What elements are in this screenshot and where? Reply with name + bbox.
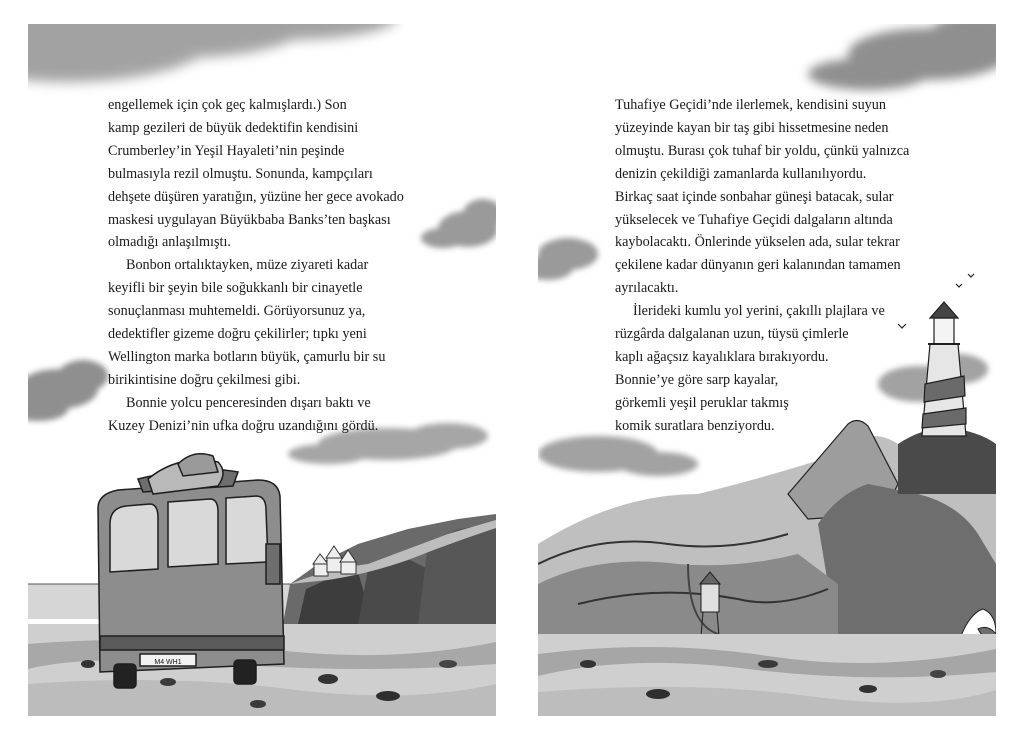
text-line: denizin çekildiği zamanlarda kullanılıyordu. [615, 165, 867, 182]
cloud-small [538, 238, 598, 280]
text-line: çekilene kadar dünyanın geri kalanından tamamen [615, 257, 901, 274]
license-plate: M4 WH1 [154, 659, 182, 666]
cloud-small [421, 199, 496, 248]
text-line: ayrılacaktı. [615, 280, 679, 297]
cloud-lower-left [28, 360, 108, 421]
text-line: sonuçlanması muhtemeldi. Görüyorsunuz ya, [108, 303, 366, 320]
right-page [538, 24, 996, 716]
text-line: Bonnie’ye göre sarp kayalar, [615, 371, 779, 388]
text-line: maskesi uygulayan Büyükbaba Banks’ten başkası [108, 211, 391, 228]
text-line: dedektifler gizeme doğru çekilirler; tıpkı yeni [108, 326, 367, 343]
text-line: birikintisine doğru çekilmesi gibi. [108, 371, 301, 388]
text-line: kaplı ağaçsız kayalıklara bırakıyordu. [615, 348, 829, 365]
text-line: dehşete düşüren yaratığın, yüzüne her gece avokado [108, 188, 404, 205]
lighthouse [922, 302, 966, 436]
text-line: görkemli yeşil peruklar takmış [615, 394, 789, 411]
text-line: İlerideki kumlu yol yerini, çakıllı plajlara ve [633, 303, 885, 320]
right-page-text [615, 94, 909, 438]
campervan [98, 454, 284, 688]
text-line: Bonnie yolcu penceresinden dışarı baktı ve [126, 394, 371, 411]
text-line: bulmasıyla rezil olmuştu. Sonunda, kampçıları [108, 165, 373, 182]
text-line: Bonbon ortalıktayken, müze ziyareti kadar [126, 257, 369, 274]
text-line: olmuştu. Burası çok tuhaf bir yoldu, çünkü yalnızca [615, 142, 910, 159]
text-line: keyifli bir şeyin bile soğukkanlı bir cinayetle [108, 280, 363, 297]
text-line: Tuhafiye Geçidi’nde ilerlemek, kendisini suyun [615, 97, 886, 113]
left-page [28, 24, 496, 716]
left-page-text [108, 94, 404, 438]
cloud-wash [808, 24, 996, 90]
cloud-wash [28, 24, 398, 82]
text-line: yüzeyinde kayan bir taş gibi hissetmesine neden [615, 119, 889, 136]
text-line: Crumberley’in Yeşil Hayaleti’nin peşinde [108, 142, 345, 159]
text-line: Kuzey Denizi’nin ufka doğru uzandığını gördü. [108, 417, 379, 434]
text-line: kaybolacaktı. Önlerinde yükselen ada, sular tekrar [615, 234, 900, 251]
text-line: olmadığı anlaşılmıştı. [108, 234, 231, 251]
text-line: rüzgârda dalgalanan uzun, tüysü çimlerle [615, 326, 849, 343]
text-line: kamp gezileri de büyük dedektifin kendisini [108, 119, 359, 136]
text-line: komik suratlara benziyordu. [615, 417, 775, 434]
text-line: Birkaç saat içinde sonbahar güneşi batacak, sular [615, 188, 894, 205]
text-line: yükselecek ve Tuhafiye Geçidi dalgaların altında [615, 211, 893, 228]
text-line: engellemek için çok geç kalmışlardı.) Son [108, 97, 347, 113]
shore [538, 634, 996, 716]
text-line: Wellington marka botların büyük, çamurlu bir su [108, 348, 386, 365]
